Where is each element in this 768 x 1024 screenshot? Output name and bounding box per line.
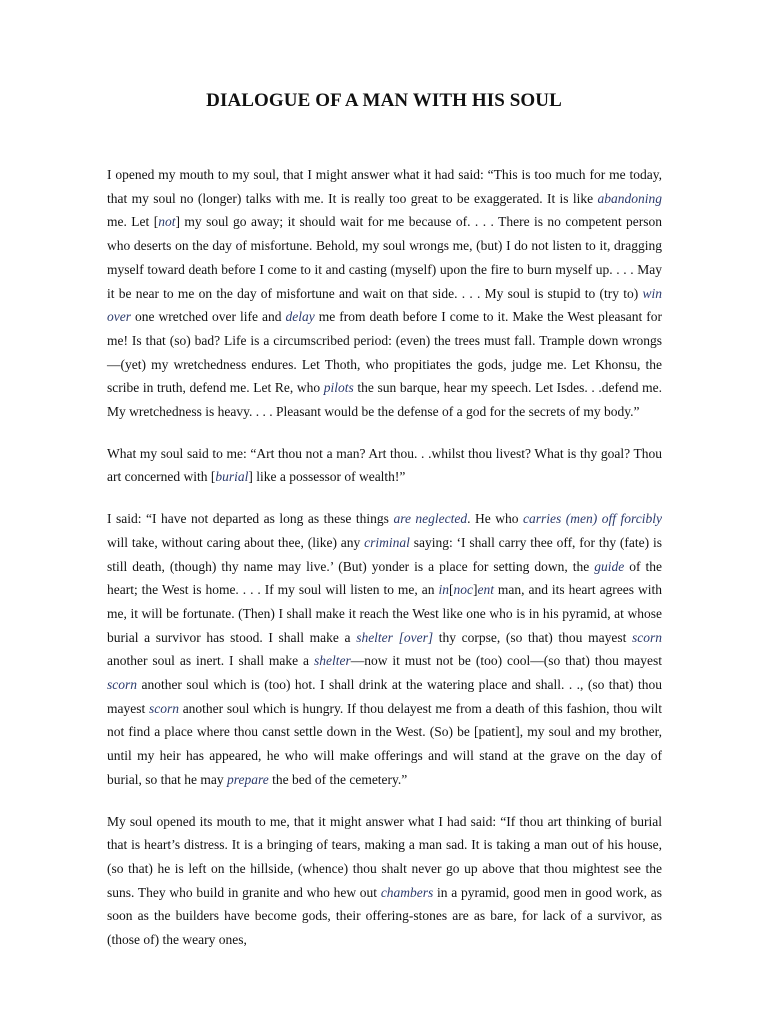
text-run: What my soul said to me: “Art thou not a man? Art thou. . .whilst thou livest? What is thy goal? Thou art concerned with [ — [107, 445, 662, 485]
emphasis-text: ent — [477, 582, 494, 598]
emphasis-text: guide — [594, 558, 625, 574]
emphasis-text: prepare — [226, 771, 269, 787]
text-run: the sun barque, hear my speech. Let Isdes. . .defend me. My wretchedness is heavy. . . . Pleasant would be the defense of a god for the secrets of my body.” — [107, 380, 662, 420]
emphasis-text: abandoning — [597, 190, 662, 206]
text-run: in a pyramid, good men in good work, as soon as the builders have become gods, their offering-stones are as bare, for lack of a survivor, as (those of) the weary ones, — [107, 884, 662, 948]
text-run: ] my soul go away; it should wait for me because of. . . . There is no competent person who deserts on the day of misfortune. Behold, my soul wrongs me, (but) I do not listen to it, dragging myself toward death before I come to it and casting (myself) upon the fire to burn myself up. . . . May it be near to me on the day of misfortune and wait on that side. . . . My soul is stupid to (try to) — [107, 214, 663, 301]
text-run: thy corpse, (so that) thou mayest — [433, 629, 632, 645]
text-run: another soul which is (too) hot. I shall drink at the watering place and shall. . ., (so that) thou mayest — [107, 677, 662, 716]
emphasis-text: are neglected — [393, 511, 468, 527]
text-run: another soul which is hungry. If thou delayest me from a death of this fashion, thou wilt not find a place where thou canst settle down in the West. (So) be [patient], my soul and my brother, until my heir has appeared, he who will make offerings and will stand at the grave on the day of burial, so that he may — [107, 700, 662, 787]
text-run: me. Let [ — [107, 214, 159, 230]
paragraph-4 — [107, 810, 662, 952]
text-run: My soul opened its mouth to me, that it might answer what I had said: “If thou art thinking of burial that is heart’s distress. It is a bringing of tears, making a man sad. It is taking a man out of his house, (so that) he is left on the hillside, (whence) thou shalt never go up above that thou mightest see the suns. They who build in granite and who hew out — [107, 813, 662, 900]
text-run: me from death before I come to it. Make the West pleasant for me! Is that (so) bad? Life is a circumscribed period: (even) the trees must fall. Trample down wrongs—(yet) my wretchedness endures. Let Thoth, who propitiates the gods, judge me. Let Khonsu, the scribe in truth, defend me. Let Re, who — [107, 309, 662, 396]
text-run: man, and its heart agrees with me, it will be fortunate. (Then) I shall make it reach the West like one who is in his pyramid, at whose burial a survivor has stood. I shall make a — [107, 582, 662, 645]
paragraph-3 — [107, 507, 662, 791]
emphasis-text: criminal — [364, 534, 410, 550]
emphasis-text: shelter — [313, 653, 351, 669]
text-run: saying: ‘I shall carry thee off, for thy (fate) is still death, (though) thy name may live.’ (But) yonder is a place for setting down, the — [107, 534, 662, 574]
emphasis-text: shelter [over] — [356, 629, 434, 645]
emphasis-text: delay — [285, 309, 315, 325]
text-run: I said: “I have not departed as long as these things — [107, 511, 394, 527]
text-run: one wretched over life and — [131, 309, 286, 325]
document-title: DIALOGUE OF A MAN WITH HIS SOUL — [206, 90, 562, 111]
text-run: [ — [448, 582, 454, 598]
text-run: —now it must not be (too) cool—(so that) thou mayest — [350, 653, 662, 669]
paragraph-1 — [107, 163, 662, 424]
text-run: ] — [472, 582, 478, 598]
text-run: ] like a possessor of wealth!” — [248, 469, 406, 485]
emphasis-text: pilots — [323, 380, 354, 396]
text-run: of the heart; the West is home. . . . If my soul will listen to me, an — [107, 558, 662, 598]
emphasis-text: in — [438, 582, 449, 598]
emphasis-text: noc — [453, 582, 473, 598]
emphasis-text: not — [158, 214, 176, 230]
document-body — [107, 163, 662, 952]
text-run: another soul as inert. I shall make a — [107, 653, 314, 669]
text-run: I opened my mouth to my soul, that I might answer what it had said: “This is too much for me today, that my soul no (longer) talks with me. It is really too great to be exaggerated. It is like — [107, 167, 662, 206]
emphasis-text: chambers — [380, 884, 434, 900]
text-run: the bed of the cemetery.” — [268, 771, 408, 787]
emphasis-text: scorn — [148, 700, 179, 716]
text-run: will take, without caring about thee, (like) any — [107, 534, 365, 550]
emphasis-text: burial — [215, 469, 249, 485]
paragraph-2 — [107, 442, 662, 489]
emphasis-text: scorn — [631, 629, 662, 645]
emphasis-text: scorn — [107, 677, 137, 693]
emphasis-text: win over — [107, 285, 662, 325]
text-run: . He who — [467, 511, 524, 527]
emphasis-text: carries (men) off forcibly — [523, 511, 662, 527]
